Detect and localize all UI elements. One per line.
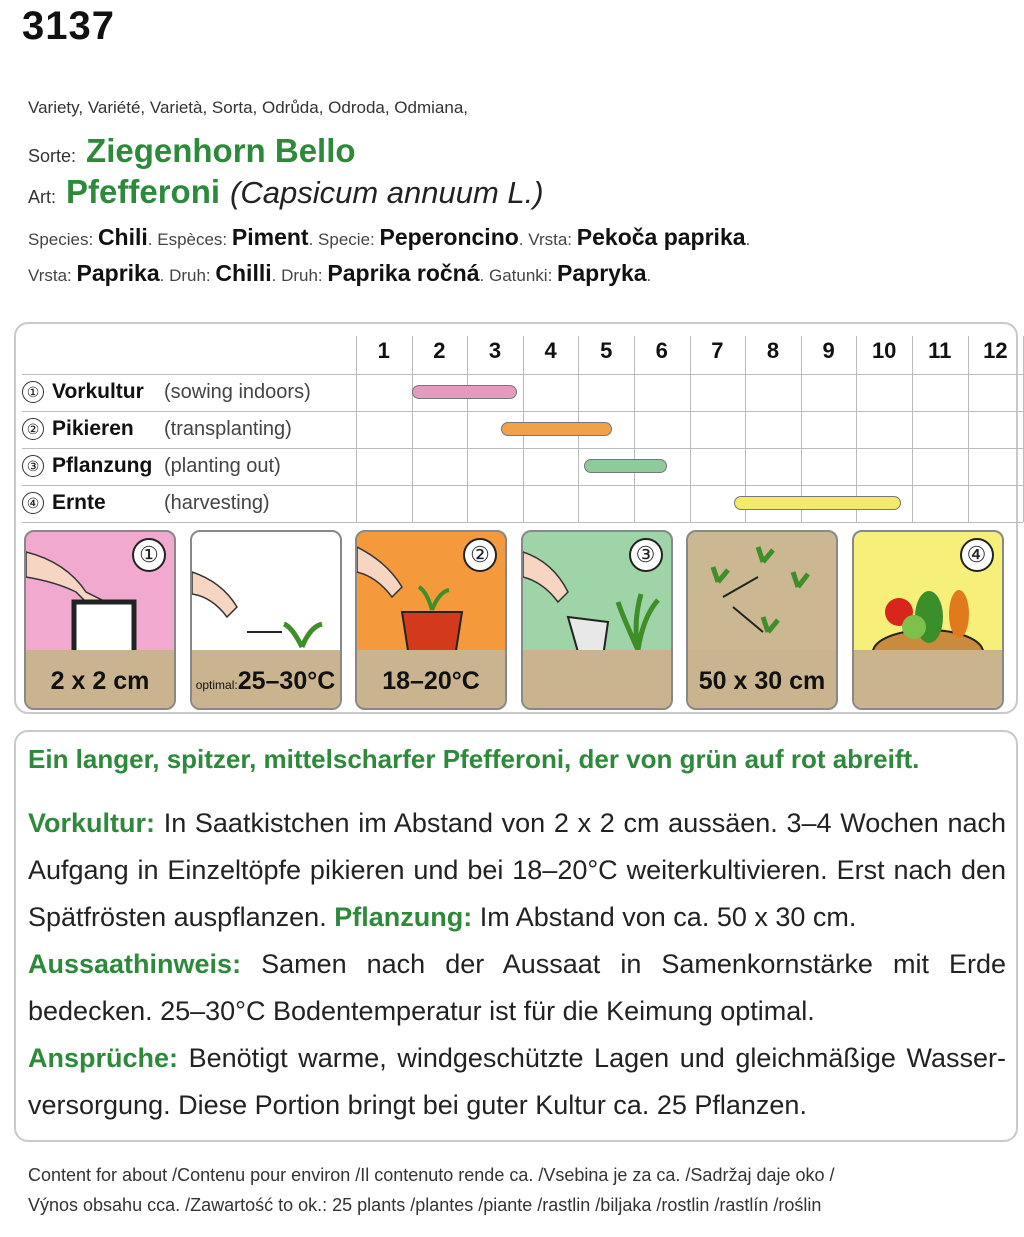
- step-number: ①: [132, 538, 166, 572]
- task-period-bar: [584, 459, 667, 473]
- pflanzung-heading: Pflanzung:: [334, 902, 473, 932]
- month-7: 7: [711, 338, 724, 363]
- task-name: Vorkultur: [52, 380, 144, 403]
- footer-line-2: Výnos obsahu cca. /Zawartość to ok.: 25 plants /plantes /piante /rastlin /biljaka /rostlin /rastlín /roślin: [28, 1195, 822, 1215]
- task-number: ④: [22, 492, 44, 514]
- grid-row-line: [22, 448, 1023, 449]
- grid-column-line: [912, 336, 913, 522]
- product-code: 3137: [22, 4, 115, 48]
- task-row: [22, 454, 281, 478]
- instructions-text: Vorkultur: In Saatkistchen im Abstand von 2 x 2 cm aussäen. 3–4 Wochen nach Aufgang in Einzeltöpfe pikieren und bei 18–20°C weiterkultivieren. Erst nach den Spätfrösten auspflanzen. Pflanzung: Im Abstand von ca. 50 x 30 cm. Aussaathinweis: Samen nach der Aussaat in Samenkornstärke mit Erde bedecken. 25–30°C Bodentemperatur ist für die Keimung optimal. Ansprüche: Benötigt warme, windgeschützte Lagen und gleichmäßige Wasser-versorgung. Diese Portion bringt bei guter Kultur ca. 25 Pflanzen.: [28, 808, 1006, 1120]
- task-period-bar: [412, 385, 518, 399]
- month-6: 6: [655, 338, 668, 363]
- variety-row: [28, 132, 356, 170]
- grid-column-line: [968, 336, 969, 522]
- step-tile: [355, 530, 507, 710]
- aussaat-heading: Aussaathinweis:: [28, 949, 242, 979]
- latin-name: (Capsicum annuum L.): [230, 175, 544, 210]
- grid-column-line: [412, 336, 413, 522]
- grid-row-line: [22, 522, 1023, 523]
- task-row: [22, 491, 270, 515]
- species-row: [28, 173, 544, 211]
- month-8: 8: [766, 338, 780, 363]
- task-name: Ernte: [52, 491, 106, 514]
- soil-band: [523, 650, 671, 708]
- task-translation: (sowing indoors): [164, 381, 311, 403]
- grid-column-line: [356, 336, 357, 522]
- month-5: 5: [600, 338, 613, 363]
- art-label: Art:: [28, 187, 57, 207]
- month-12: 12: [983, 338, 1008, 363]
- task-row: [22, 417, 292, 441]
- species-name: Pfefferoni: [66, 173, 221, 210]
- soil-band: [854, 650, 1002, 708]
- month-3: 3: [488, 338, 502, 363]
- tagline: Ein langer, spitzer, mittelscharfer Pfefferoni, der von grün auf rot abreift.: [28, 744, 920, 774]
- variety-name: Ziegenhorn Bello: [86, 132, 356, 169]
- task-number: ①: [22, 381, 44, 403]
- step-label: 50 x 30 cm: [698, 667, 826, 695]
- task-period-bar: [501, 422, 612, 436]
- grid-row-line: [22, 485, 1023, 486]
- step-tile: [852, 530, 1004, 710]
- task-translation: (planting out): [164, 455, 281, 477]
- grid-row-line: [22, 374, 1023, 375]
- step-number: ④: [960, 538, 994, 572]
- grid-column-line: [856, 336, 857, 522]
- task-row: [22, 380, 311, 404]
- month-11: 11: [928, 338, 952, 363]
- month-4: 4: [544, 338, 557, 363]
- task-name: Pikieren: [52, 417, 134, 440]
- step-label: optimal:25–30°C: [195, 667, 336, 695]
- vorkultur-heading: Vorkultur:: [28, 808, 155, 838]
- step-tile: [686, 530, 838, 710]
- step-tile: [24, 530, 176, 710]
- task-name: Pflanzung: [52, 454, 153, 477]
- grid-column-line: [467, 336, 468, 522]
- content-footer: [28, 1160, 835, 1220]
- step-illustration-icon: [192, 532, 340, 650]
- grid-column-line: [745, 336, 746, 522]
- task-translation: (transplanting): [164, 418, 292, 440]
- month-10: 10: [871, 338, 897, 363]
- step-illustration-icon: [688, 532, 836, 650]
- sorte-label: Sorte:: [28, 146, 77, 166]
- species-translations-2: Vrsta: Paprika. Druh: Chilli. Druh: Paprika ročná. Gatunki: Papryka.: [28, 260, 652, 286]
- grid-row-line: [22, 411, 1023, 412]
- step-tile: [521, 530, 673, 710]
- task-translation: (harvesting): [164, 492, 270, 514]
- task-number: ②: [22, 418, 44, 440]
- month-9: 9: [822, 338, 835, 363]
- step-number: ③: [629, 538, 663, 572]
- task-period-bar: [734, 496, 901, 510]
- variety-label-line: Variety, Variété, Varietà, Sorta, Odrůda, Odroda, Odmiana,: [28, 98, 469, 117]
- step-label: 2 x 2 cm: [50, 667, 150, 695]
- ansprueche-heading: Ansprüche:: [28, 1043, 179, 1073]
- species-translations-1: Species: Chili. Espèces: Piment. Specie: Peperoncino. Vrsta: Pekoča paprika.: [28, 224, 751, 250]
- step-number: ②: [463, 538, 497, 572]
- month-1: 1: [377, 338, 390, 363]
- task-number: ③: [22, 455, 44, 477]
- grid-column-line: [801, 336, 802, 522]
- footer-line-1: Content for about /Contenu pour environ /Il contenuto rende ca. /Vsebina je za ca. /Sadržaj daje oko /: [28, 1165, 835, 1185]
- step-tile: [190, 530, 342, 710]
- month-2: 2: [433, 338, 446, 363]
- grid-column-line: [634, 336, 635, 522]
- step-label: 18–20°C: [382, 667, 480, 695]
- grid-column-line: [690, 336, 691, 522]
